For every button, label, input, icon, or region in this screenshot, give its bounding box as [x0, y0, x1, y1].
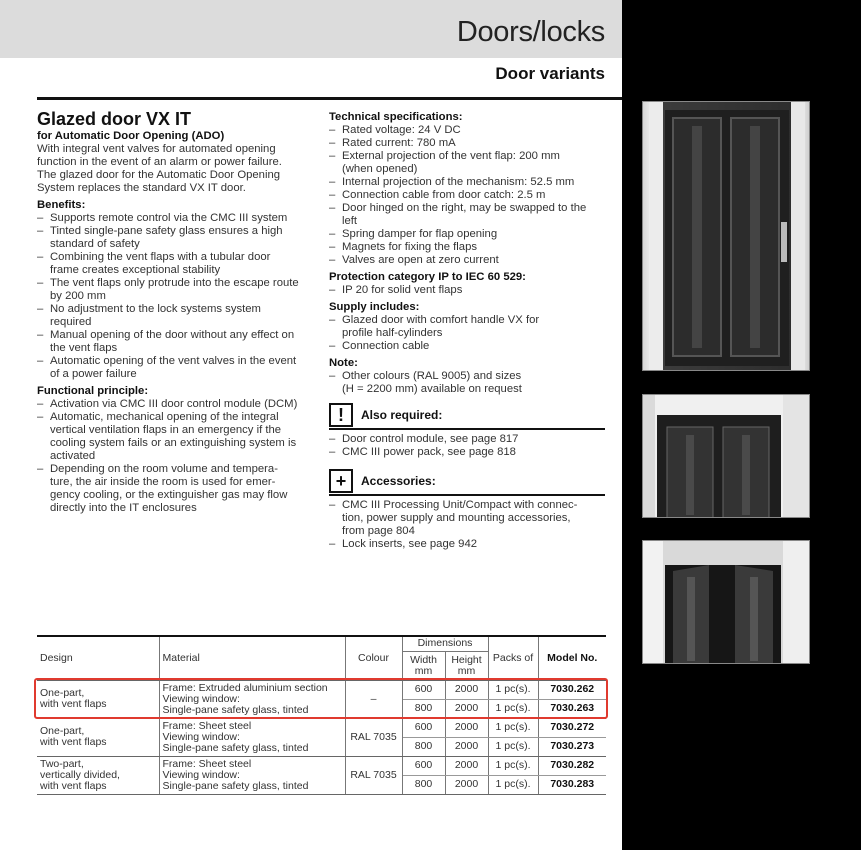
packs-cell: 1 pc(s). — [488, 699, 538, 718]
list-item: – Internal projection of the mechanism: 52.5 mm — [329, 176, 609, 189]
model-cell: 7030.282 — [538, 756, 606, 775]
list-item: – Combining the vent flaps with a tubular door frame creates exceptional stability — [37, 251, 315, 277]
width-cell: 800 — [402, 699, 445, 718]
product-title: Glazed door VX IT — [37, 109, 192, 129]
list-item: – Other colours (RAL 9005) and sizes (H = 2200 mm) available on request — [329, 370, 609, 396]
door-closed-photo — [643, 102, 810, 371]
packs-header: Packs of — [488, 636, 538, 680]
benefits-heading: Benefits: — [37, 199, 86, 211]
subsection-title: Door variants — [495, 64, 605, 83]
material-header: Material — [159, 636, 345, 680]
width-cell: 800 — [402, 775, 445, 794]
list-item: – Automatic opening of the vent valves in the event of a power failure — [37, 355, 315, 381]
model-cell: 7030.273 — [538, 737, 606, 756]
height-cell: 2000 — [445, 718, 488, 737]
model-cell: 7030.263 — [538, 699, 606, 718]
width-cell: 600 — [402, 680, 445, 699]
packs-cell: 1 pc(s). — [488, 737, 538, 756]
also-required-heading: Also required: — [361, 407, 443, 422]
width-cell: 600 — [402, 756, 445, 775]
packs-cell: 1 pc(s). — [488, 680, 538, 699]
packs-cell: 1 pc(s). — [488, 775, 538, 794]
table-row — [37, 756, 606, 775]
list-item: – Activation via CMC III door control module (DCM) — [37, 398, 315, 411]
product-subtitle: for Automatic Door Opening (ADO) — [37, 130, 225, 142]
height-cell: 2000 — [445, 737, 488, 756]
highlight-box — [34, 678, 608, 719]
colour-cell: RAL 7035 — [345, 718, 402, 756]
design-cell: Two-part, vertically divided, with vent flaps — [37, 756, 159, 794]
height-cell: 2000 — [445, 680, 488, 699]
colour-cell: – — [345, 680, 402, 718]
model-cell: 7030.272 — [538, 718, 606, 737]
colour-header: Colour — [345, 636, 402, 680]
dimensions-header: Dimensions — [402, 636, 488, 651]
also-required-list — [329, 433, 609, 459]
list-item: – Supports remote control via the CMC III system — [37, 212, 315, 225]
product-intro: With integral vent valves for automated opening function in the event of an alarm or power failure. The glazed door for the Automatic Door Opening System replaces the standard VX IT door. — [37, 143, 282, 194]
middle-column — [329, 111, 609, 551]
material-cell: Frame: Sheet steel Viewing window: Single-pane safety glass, tinted — [159, 756, 345, 794]
vent-flap-photo — [643, 395, 810, 518]
list-item: – CMC III Processing Unit/Compact with connec- tion, power supply and mounting accessories, from page 804 — [329, 499, 609, 538]
list-item: – Door hinged on the right, may be swapped to the left — [329, 202, 609, 228]
list-item: – Rated current: 780 mA — [329, 137, 609, 150]
list-item: – Valves are open at zero current — [329, 254, 609, 267]
height-cell: 2000 — [445, 756, 488, 775]
technical-list — [329, 124, 609, 267]
model-header: Model No. — [538, 636, 606, 680]
also-required-header — [329, 402, 605, 430]
height-cell: 2000 — [445, 775, 488, 794]
material-cell: Frame: Extruded aluminium section Viewing window: Single-pane safety glass, tinted — [159, 680, 345, 718]
list-item: – External projection of the vent flap: 200 mm (when opened) — [329, 150, 609, 176]
list-item: – Lock inserts, see page 942 — [329, 538, 609, 551]
width-cell: 600 — [402, 718, 445, 737]
list-item: – Tinted single-pane safety glass ensures a high standard of safety — [37, 225, 315, 251]
list-item: – Door control module, see page 817 — [329, 433, 609, 446]
colour-cell: RAL 7035 — [345, 756, 402, 794]
model-cell: 7030.262 — [538, 680, 606, 699]
width-cell: 800 — [402, 737, 445, 756]
accessories-heading: Accessories: — [361, 473, 436, 488]
technical-heading: Technical specifications: — [329, 111, 463, 123]
functional-heading: Functional principle: — [37, 385, 149, 397]
photo-vent-flaps-open — [642, 540, 810, 664]
list-item: – No adjustment to the lock systems system required — [37, 303, 315, 329]
supply-heading: Supply includes: — [329, 301, 420, 313]
photo-glazed-door-closed — [642, 101, 810, 371]
list-item: – IP 20 for solid vent flaps — [329, 284, 609, 297]
list-item: – Connection cable — [329, 340, 609, 353]
list-item: – Spring damper for flap opening — [329, 228, 609, 241]
list-item: – Depending on the room volume and tempera- ture, the air inside the room is used for emer- gency cooling, or the extinguisher gas may flow directly into the IT enclosures — [37, 463, 315, 515]
photo-vent-flaps-detail — [642, 394, 810, 518]
functional-list — [37, 398, 315, 515]
exclamation-icon: ! — [329, 403, 353, 427]
protection-heading: Protection category IP to IEC 60 529: — [329, 271, 526, 283]
material-cell: Frame: Sheet steel Viewing window: Single-pane safety glass, tinted — [159, 718, 345, 756]
packs-cell: 1 pc(s). — [488, 756, 538, 775]
supply-list — [329, 314, 609, 353]
note-heading: Note: — [329, 357, 358, 369]
list-item: – Magnets for fixing the flaps — [329, 241, 609, 254]
width-header: Width mm — [402, 651, 445, 680]
model-cell: 7030.283 — [538, 775, 606, 794]
list-item: – The vent flaps only protrude into the escape route by 200 mm — [37, 277, 315, 303]
list-item: – Connection cable from door catch: 2.5 m — [329, 189, 609, 202]
plus-icon: + — [329, 469, 353, 493]
left-column — [37, 108, 315, 515]
packs-cell: 1 pc(s). — [488, 718, 538, 737]
header-rule — [37, 97, 622, 100]
height-cell: 2000 — [445, 699, 488, 718]
list-item: – Manual opening of the door without any effect on the vent flaps — [37, 329, 315, 355]
list-item: – Glazed door with comfort handle VX for profile half-cylinders — [329, 314, 609, 340]
list-item: – Automatic, mechanical opening of the integral vertical ventilation flaps in an emergency if the cooling system fails or an extinguishing system is activated — [37, 411, 315, 463]
section-title: Doors/locks — [456, 16, 605, 48]
vent-open-photo — [643, 541, 810, 664]
design-cell: One-part, with vent flaps — [37, 680, 159, 718]
design-cell: One-part, with vent flaps — [37, 718, 159, 756]
list-item: – Rated voltage: 24 V DC — [329, 124, 609, 137]
list-item: – CMC III power pack, see page 818 — [329, 446, 609, 459]
height-header: Height mm — [445, 651, 488, 680]
accessories-header — [329, 468, 605, 496]
benefits-list — [37, 212, 315, 381]
table-row — [37, 718, 606, 737]
protection-list — [329, 284, 609, 297]
design-header: Design — [37, 636, 159, 680]
note-list — [329, 370, 609, 396]
accessories-list — [329, 499, 609, 551]
